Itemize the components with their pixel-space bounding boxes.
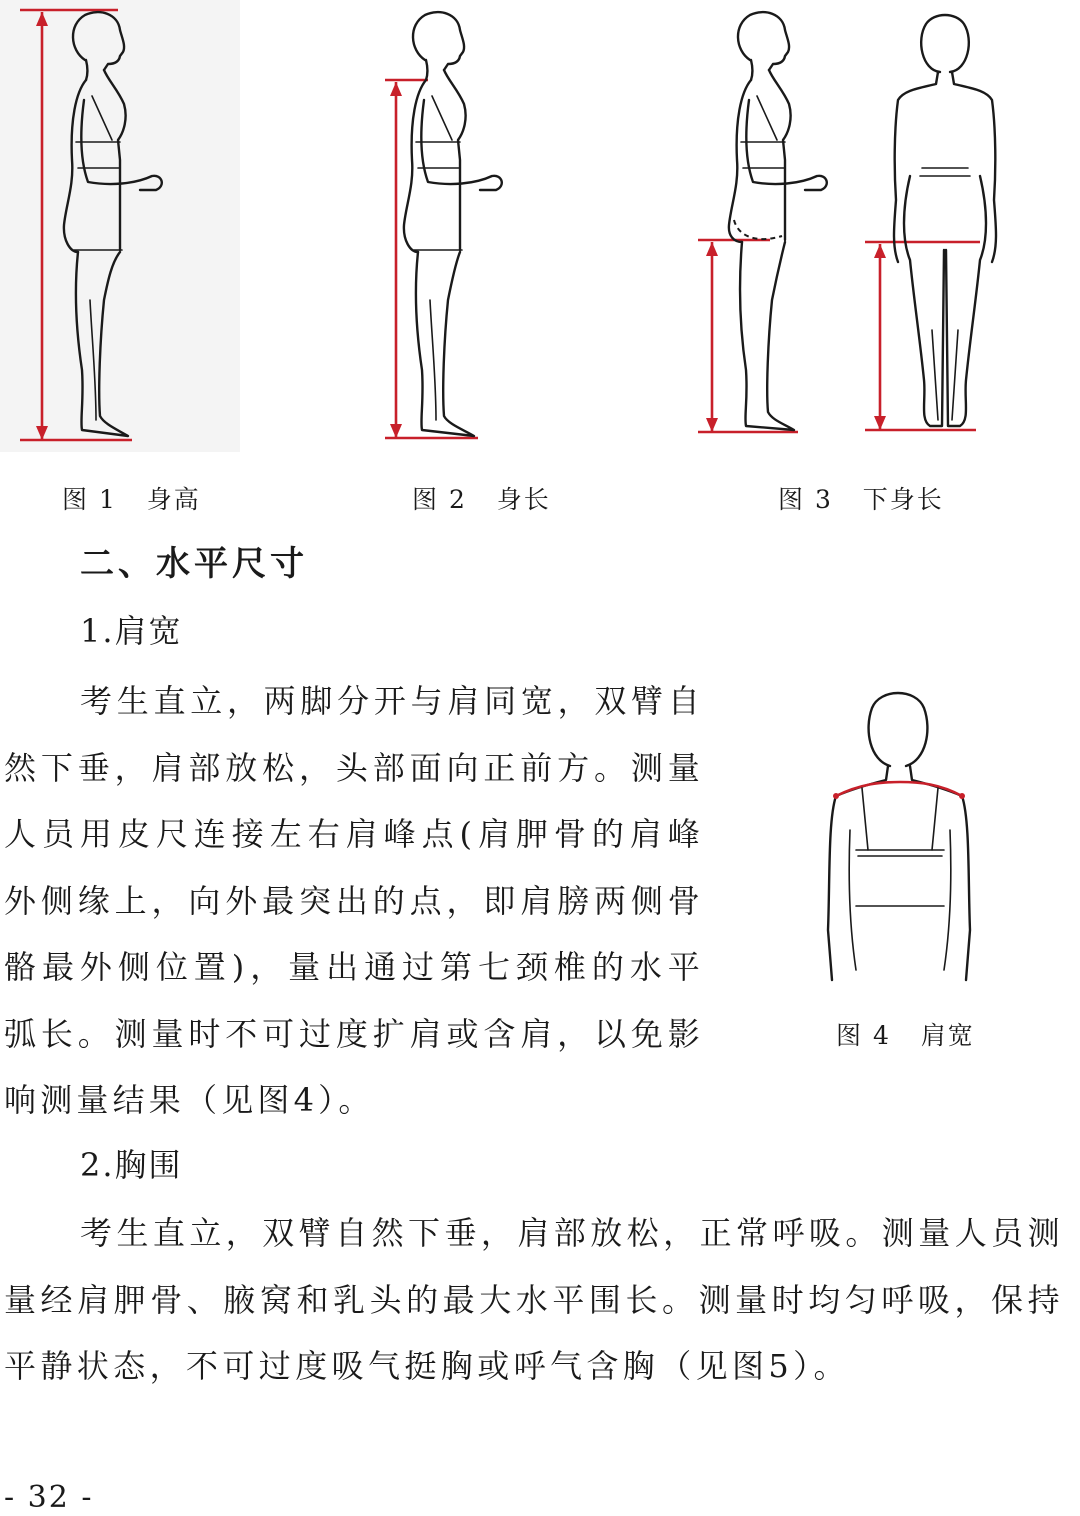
figure-2-body-length <box>370 0 540 455</box>
figure-1-label: 图 1 <box>62 485 117 514</box>
side-and-back-figure-lower-body-length-icon <box>690 0 1020 455</box>
side-standing-figure-height-icon <box>0 0 250 455</box>
figure-3-lower-body-length <box>690 0 1020 455</box>
figure-3-title: 下身长 <box>862 485 944 514</box>
figure-1-title: 身高 <box>146 485 201 514</box>
figure-4-label: 图 4 <box>836 1021 891 1050</box>
paragraph-chest-circumference: 考生直立，双臂自然下垂，肩部放松，正常呼吸。测量人员测量经肩胛骨、腋窝和乳头的最大水平围长。测量时均匀呼吸，保持平静状态，不可过度吸气挺胸或呼气含胸（见图5）。 <box>4 1214 1064 1385</box>
back-upper-body-shoulder-width-icon <box>820 680 980 990</box>
figure-2-label: 图 2 <box>412 485 467 514</box>
figure-3-caption <box>778 480 944 516</box>
subheading-chest-circumference: 2.胸围 <box>80 1146 183 1184</box>
figure-4-caption <box>836 1016 975 1052</box>
figure-4-shoulder-width <box>820 680 980 990</box>
figure-1-height <box>0 0 250 455</box>
figure-1-caption <box>62 480 201 516</box>
figure-2-title: 身长 <box>496 485 551 514</box>
paragraph-shoulder-width: 考生直立，两脚分开与肩同宽，双臂自然下垂，肩部放松，头部面向正前方。测量人员用皮尺连接左右肩峰点(肩胛骨的肩峰外侧缘上，向外最突出的点，即肩膀两侧骨骼最外侧位置)，量出通过第七颈椎的水平弧长。测量时不可过度扩肩或含肩，以免影响测量结果（见图4）。 <box>4 682 704 1119</box>
figure-4-title: 肩宽 <box>920 1021 975 1050</box>
figure-2-caption <box>412 480 551 516</box>
subheading-shoulder-width: 1.肩宽 <box>80 612 183 650</box>
section-title: 二、水平尺寸 <box>80 544 308 584</box>
figure-3-label: 图 3 <box>778 485 833 514</box>
page-number: - 32 - <box>4 1480 94 1515</box>
side-standing-figure-body-length-icon <box>370 0 540 455</box>
